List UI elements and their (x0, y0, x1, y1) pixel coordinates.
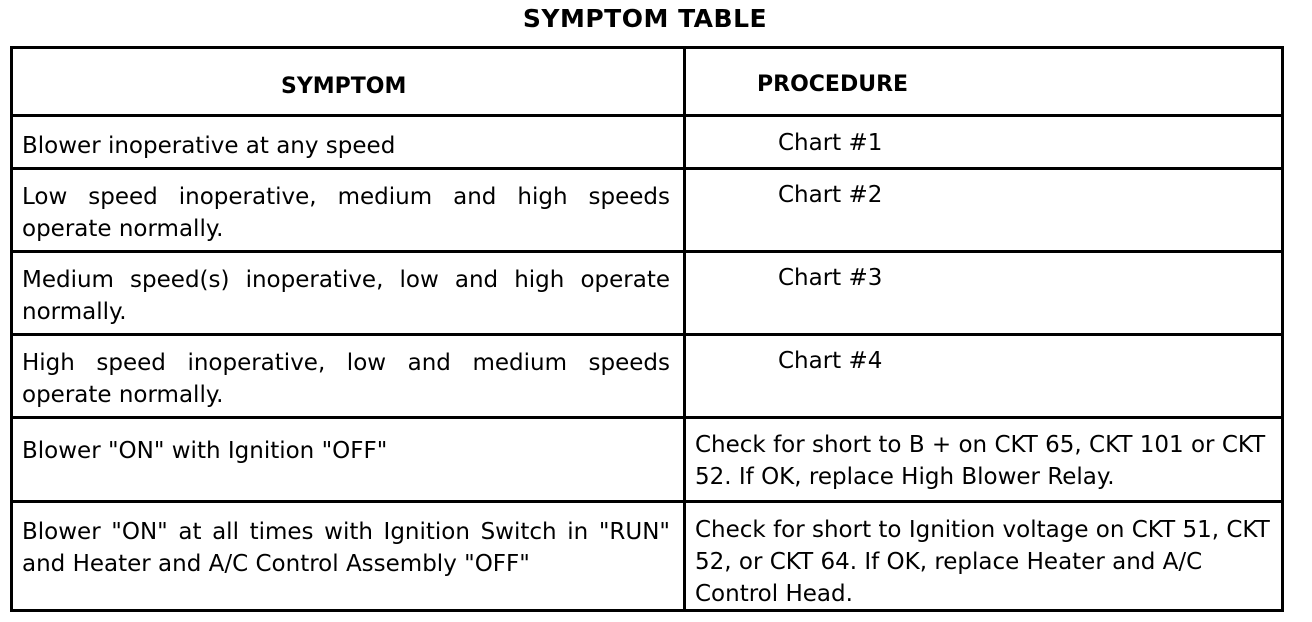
row-divider (13, 500, 1281, 503)
row-divider (13, 416, 1281, 419)
symptom-column-header: SYMPTOM (281, 74, 407, 99)
table-row-3-symptom: Medium speed(s) inoperative, low and high operate normally. (22, 267, 670, 325)
row-divider (13, 250, 1281, 253)
column-divider (683, 49, 686, 609)
row-divider (13, 167, 1281, 170)
table-row-4-procedure: Chart #4 (778, 348, 883, 374)
symptom-table (10, 46, 1284, 612)
table-row-2-procedure: Chart #2 (778, 182, 883, 208)
table-row-5-symptom: Blower "ON" with Ignition "OFF" (22, 438, 388, 464)
table-row-2-symptom: Low speed inoperative, medium and high speeds operate normally. (22, 184, 670, 242)
procedure-column-header: PROCEDURE (757, 72, 909, 97)
header-divider (13, 114, 1281, 117)
table-row-1-symptom: Blower inoperative at any speed (22, 133, 396, 159)
table-row-1-procedure: Chart #1 (778, 130, 883, 156)
table-row-6-procedure: Check for short to Ignition voltage on CKT 51, CKT 52, or CKT 64. If OK, replace Heater and A/C Control Head. (695, 517, 1270, 607)
row-divider (13, 333, 1281, 336)
table-row-6-symptom: Blower "ON" at all times with Ignition Switch in "RUN" and Heater and A/C Control Assembly "OFF" (22, 519, 670, 577)
page-title: SYMPTOM TABLE (522, 4, 768, 33)
table-row-5-procedure: Check for short to B + on CKT 65, CKT 101 or CKT 52. If OK, replace High Blower Relay. (695, 432, 1266, 490)
table-row-4-symptom: High speed inoperative, low and medium speeds operate normally. (22, 350, 670, 408)
table-row-3-procedure: Chart #3 (778, 265, 883, 291)
